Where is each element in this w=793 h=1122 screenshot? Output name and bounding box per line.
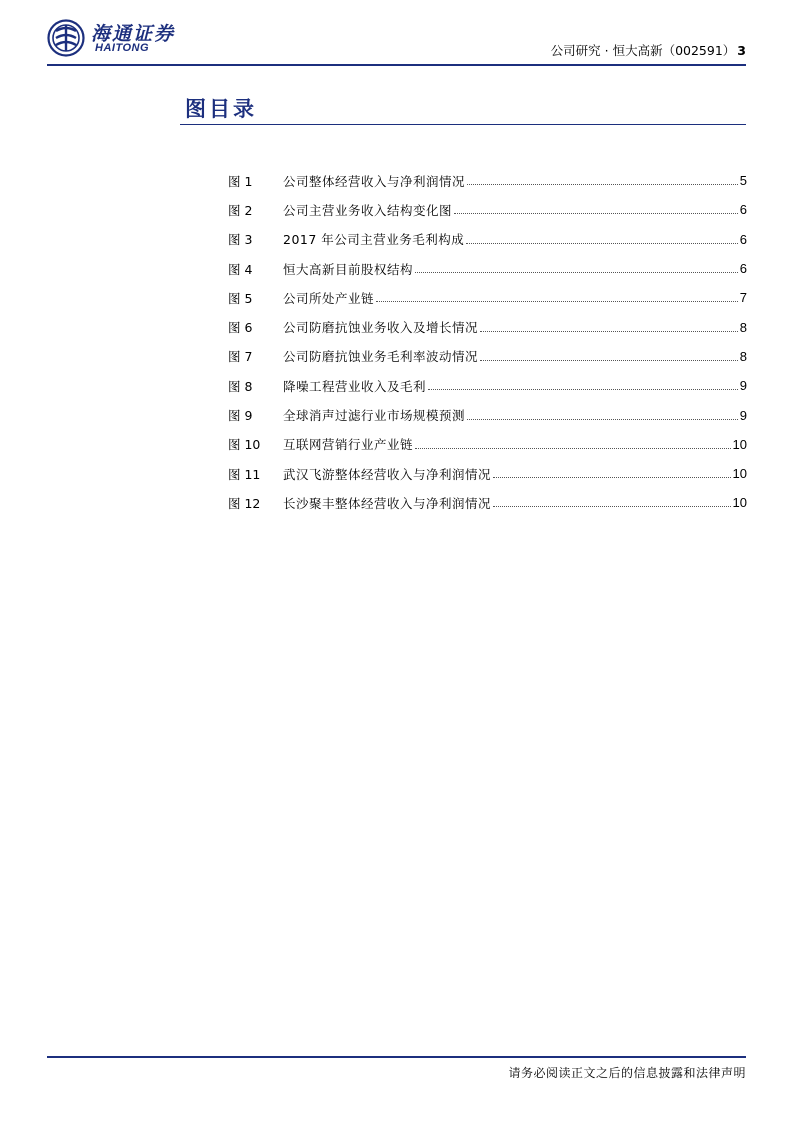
footer-divider	[47, 1056, 746, 1058]
toc-page-number: 5	[739, 173, 747, 189]
toc-figure-title: 武汉飞游整体经营收入与净利润情况	[283, 466, 492, 482]
toc-page-number: 6	[739, 231, 747, 247]
toc-figure-title: 全球消声过滤行业市场规模预测	[283, 408, 466, 424]
toc-figure-title: 互联网营销行业产业链	[283, 437, 414, 453]
toc-dot-leader	[376, 301, 738, 302]
toc-page-number: 7	[739, 290, 747, 306]
toc-figure-number: 图 3	[228, 232, 253, 248]
toc-figure-title: 公司整体经营收入与净利润情况	[283, 173, 466, 189]
toc-page-number: 10	[732, 495, 747, 511]
toc-figure-title: 公司防磨抗蚀业务收入及增长情况	[283, 320, 479, 336]
header-divider	[47, 64, 746, 66]
toc-page-number: 9	[739, 407, 747, 423]
company-logo	[47, 17, 217, 61]
toc-figure-number: 图 1	[228, 173, 253, 189]
toc-entry[interactable]	[228, 342, 747, 371]
footer-disclaimer: 请务必阅读正文之后的信息披露和法律声明	[508, 1066, 746, 1080]
toc-entry[interactable]	[228, 166, 747, 195]
logo-english-name: HAITONG	[95, 42, 150, 54]
toc-entry[interactable]	[228, 283, 747, 312]
toc-page-number: 10	[732, 436, 747, 452]
toc-entry[interactable]	[228, 225, 747, 254]
toc-figure-title: 公司防磨抗蚀业务毛利率波动情况	[283, 349, 479, 365]
toc-entry[interactable]	[228, 312, 747, 341]
toc-dot-leader	[480, 331, 738, 332]
toc-entry[interactable]	[228, 254, 747, 283]
toc-figure-number: 图 12	[228, 495, 261, 511]
page-number: 3	[737, 43, 746, 58]
toc-entry[interactable]	[228, 459, 747, 488]
toc-dot-leader	[428, 389, 738, 390]
toc-figure-number: 图 11	[228, 466, 261, 482]
title-underline	[180, 124, 746, 125]
logo-chinese-name: 海通证券	[91, 23, 176, 45]
toc-entry[interactable]	[228, 371, 747, 400]
toc-figure-number: 图 10	[228, 437, 261, 453]
toc-dot-leader	[466, 243, 737, 244]
toc-figure-number: 图 4	[228, 261, 253, 277]
toc-figure-title: 降噪工程营业收入及毛利	[283, 378, 427, 394]
toc-figure-number: 图 6	[228, 320, 253, 336]
toc-dot-leader	[467, 184, 738, 185]
toc-page-number: 10	[732, 466, 747, 482]
toc-entry[interactable]	[228, 430, 747, 459]
toc-dot-leader	[415, 272, 738, 273]
report-type: 公司研究 · 恒大高新（002591）	[550, 43, 736, 58]
toc-figure-title: 公司主营业务收入结构变化图	[283, 202, 453, 218]
toc-entry[interactable]	[228, 400, 747, 429]
toc-figure-number: 图 5	[228, 290, 253, 306]
toc-dot-leader	[415, 448, 731, 449]
toc-page-number: 8	[739, 348, 747, 364]
toc-dot-leader	[454, 213, 738, 214]
toc-entry[interactable]	[228, 195, 747, 224]
toc-figure-title: 公司所处产业链	[283, 290, 375, 306]
toc-dot-leader	[493, 477, 731, 478]
toc-page-number: 8	[739, 319, 747, 335]
toc-dot-leader	[467, 419, 738, 420]
toc-page-number: 9	[739, 378, 747, 394]
page-title: 图目录	[185, 97, 257, 121]
toc-dot-leader	[480, 360, 738, 361]
toc-page-number: 6	[739, 261, 747, 277]
haitong-logo-icon	[47, 19, 85, 57]
toc-figure-number: 图 8	[228, 378, 253, 394]
toc-entry[interactable]	[228, 488, 747, 517]
page-header	[47, 14, 746, 64]
header-report-info	[551, 41, 746, 59]
toc-figure-title: 2017 年公司主营业务毛利构成	[283, 232, 465, 248]
toc-page-number: 6	[739, 202, 747, 218]
toc-figure-number: 图 9	[228, 408, 253, 424]
toc-figure-title: 恒大高新目前股权结构	[283, 261, 414, 277]
toc-figure-title: 长沙聚丰整体经营收入与净利润情况	[283, 495, 492, 511]
figure-list	[228, 166, 747, 518]
toc-figure-number: 图 7	[228, 349, 253, 365]
toc-figure-number: 图 2	[228, 202, 253, 218]
toc-dot-leader	[493, 506, 731, 507]
